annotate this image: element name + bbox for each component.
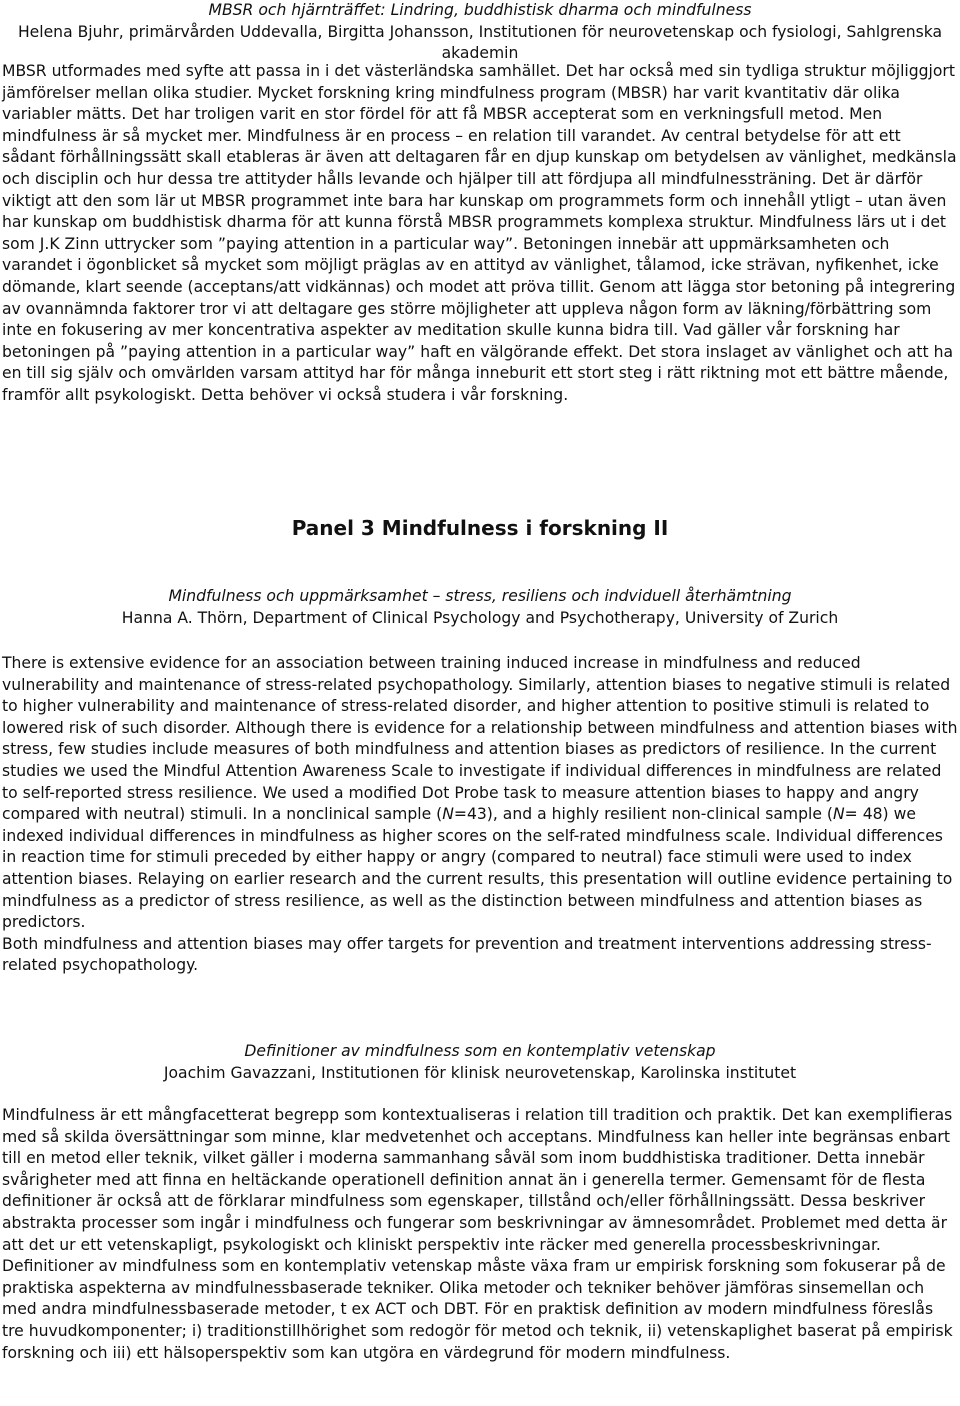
section-title: Mindfulness och uppmärksamhet – stress, resiliens och indviduell återhämtning [168, 587, 792, 605]
panel-heading: Panel 3 Mindfulness i forskning II [291, 516, 669, 540]
n-symbol: N [442, 805, 454, 824]
section-mindfulness-attention [2, 586, 958, 629]
section-authors: Hanna A. Thörn, Department of Clinical Psychology and Psychotherapy, University of Zurich [121, 608, 839, 627]
n-symbol: N [833, 805, 845, 824]
definitions-paragraph-1: Mindfulness är ett mångfacetterat begrepp som kontextualiseras i relation till tradition och praktik. Det kan exemplifieras med så skilda översättningar som minne, klar medvetenhet och acceptans. Mindfulness kan heller inte begränsas enbart till en metod eller teknik, vilket gäller i moderna sammanhang såväl som inom buddhistiska traditioner. Detta innebär svårigheter med att finna en heltäckande operationell definition annat än i generella termer. Gemensamt för de flesta definitioner är också att de förklarar mindfulness som egenskaper, tillstånd och/eller förhållningssätt. Dessa beskriver abstrakta processer som ingår i mindfulness och fungerar som beskrivningar av ämnesområdet. Problemet med detta är att det ur ett vetenskapligt, psykologiskt och kliniskt perspektiv inte räcker med generella processbeskrivningar. [2, 1106, 953, 1254]
abstract-text-part1: There is extensive evidence for an association between training induced increase in mindfulness and reduced vulnerability and maintenance of stress-related psychopathology. Similarly, attention biases to negative stimuli is related to higher vulnerability and maintenance of stress-related disorder, and higher attention to positive stimuli is related to lowered risk of such disorder. Although there is evidence for a relationship between mindfulness and attention biases with stress, few studies include measures of both mindfulness and attention biases as predictors of resilience. In the current studies we used the Mindful Attention Awareness Scale to investigate if individual differences in mindfulness are related to self-reported stress resilience. We used a modified Dot Probe task to measure attention biases to happy and angry compared with neutral) stimuli. In a nonclinical sample ( [2, 654, 958, 824]
section-title: Definitioner av mindfulness som en kontemplativ vetenskap [244, 1042, 716, 1060]
abstract-paragraph-2: Both mindfulness and attention biases may offer targets for prevention and treatment interventions addressing stress-related psychopathology. [2, 934, 932, 975]
abstract-text-part3: = 48) we indexed individual differences in mindfulness as higher scores on the self-rated mindfulness scale. Individual differences in reaction time for stimuli preceded by either happy or angry (compared to neutral) face stimuli were used to index attention biases. Relaying on earlier research and the current results, this presentation will outline evidence pertaining to mindfulness as a predictor of stress resilience, as well as the distinction between mindfulness and attention biases as predictors. [2, 805, 953, 932]
section-title: MBSR och hjärnträffet: Lindring, buddhistisk dharma och mindfulness [208, 1, 752, 19]
section-body: MBSR utformades med syfte att passa in i det västerländska samhället. Det har också med sin tydliga struktur möjliggjort jämförelser mellan olika studier. Mycket forskning kring mindfulness program (MBSR) har varit kvantitativ där olika variabler mätts. Det har troligen varit en stor fördel för att få MBSR accepterat som en verkningsfull metod. Men mindfulness är så mycket mer. Mindfulness är en process – en relation till varandet. Av central betydelse för att ett sådant förhållningssätt skall etableras är även att deltagaren får en djup kunskap om betydelsen av vänlighet, medkänsla och disciplin och hur dessa tre attityder hålls levande och hjälper till att fördjupa all mindfulnessträning. Det är därför viktigt att den som lär ut MBSR programmet inte bara har kunskap om programmets form och innehåll ytligt – utan även har kunskap om buddhistisk dharma för att kunna förstå MBSR programmets komplexa struktur. Mindfulness lärs ut i det som J.K Zinn uttrycker som ”paying attention in a particular way”. Betoningen innebär att uppmärksamheten och varandet i ögonblicket så mycket som möjligt präglas av en attityd av vänlighet, tålamod, icke strävan, nyfikenhet, icke dömande, klart seende (acceptans/att vidkännas) och modet att pröva tillit. Genom att lägga stor betoning på integrering av ovannämnda faktorer tror vi att deltagare ges större möjligheter att uppleva någon form av läkning/förbättring som inte en fokusering av mer koncentrativa aspekter av meditation skulle kunna bidra till. Vad gäller vår forskning har betoningen på ”paying attention in a particular way” haft en välgörande effekt. Det stora inslaget av vänlighet och att ha en till sig själv och omvärlden varsam attityd har för många inneburit ett stort steg i rätt riktning mot ett bättre mående, framför allt psykologiskt. Detta behöver vi också studera i vår forskning. [2, 62, 957, 404]
section-definitions [2, 1041, 958, 1084]
section-authors: Helena Bjuhr, primärvården Uddevalla, Birgitta Johansson, Institutionen för neurovetenskap och fysiologi, Sahlgrenska akademin [17, 22, 943, 63]
abstract-paragraph [2, 653, 958, 934]
abstract-text-part2: =43), and a highly resilient non-clinical sample ( [453, 805, 833, 824]
section-mbsr-body-wrap [2, 61, 958, 407]
section-definitions-body [2, 1105, 958, 1364]
section-mbsr [2, 0, 958, 65]
definitions-paragraph-2: Definitioner av mindfulness som en kontemplativ vetenskap måste växa fram ur empirisk forskning som fokuserar på de praktiska aspekterna av mindfulnessbaserade tekniker. Olika metoder och tekniker behöver jämföras sinsemellan och med andra mindfulnessbaserade metoder, t ex ACT och DBT. För en praktisk definition av modern mindfulness föreslås tre huvudkomponenter; i) traditionstillhörighet som redogör för metod och teknik, ii) vetenskaplighet baserat på empirisk forskning och iii) ett hälsoperspektiv som kan utgöra en värdegrund för modern mindfulness. [2, 1257, 953, 1362]
section-abstract [2, 653, 958, 977]
section-authors: Joachim Gavazzani, Institutionen för klinisk neurovetenskap, Karolinska institutet [163, 1063, 797, 1082]
